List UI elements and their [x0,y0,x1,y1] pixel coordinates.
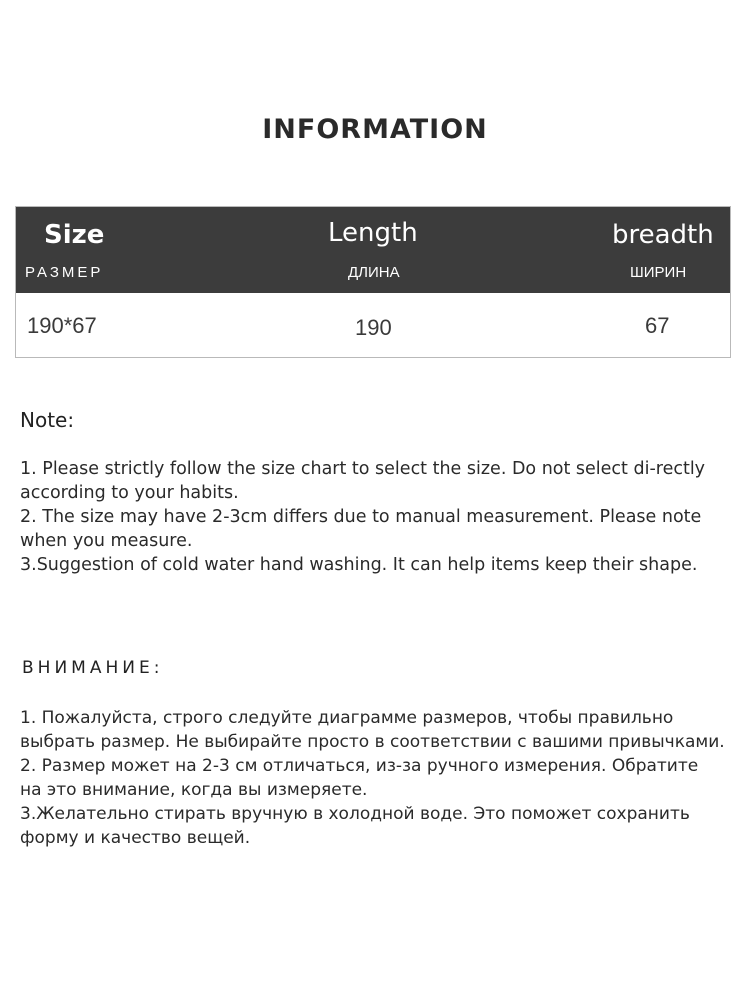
header-size-sublabel: РАЗМЕР [25,264,104,281]
russian-note-item: 3.Желательно стирать вручную в холодной воде. Это поможет сохранить форму и качество вещей. [20,804,690,848]
note-item: 1. Please strictly follow the size chart to select the size. Do not select di-rectly according to your habits. [20,459,706,503]
header-breadth-label: breadth [612,220,714,250]
cell-breadth: 67 [645,313,670,338]
note-item: 2. The size may have 2-3cm differs due to manual measurement. Please note when you measure. [20,507,702,551]
header-size-label: Size [44,220,105,250]
size-table [15,206,731,358]
cell-size: 190*67 [27,313,97,338]
russian-note-item: 1. Пожалуйста, строго следуйте диаграмме размеров, чтобы правильно выбрать размер. Не выбирайте просто в соответствии с вашими привычками. [20,708,725,752]
russian-note-list [20,706,725,850]
header-length-label: Length [328,218,418,248]
header-length-sublabel: ДЛИНА [348,264,400,281]
table-row [16,293,730,357]
header-breadth-sublabel: ШИРИН [630,264,687,281]
russian-note-heading: ВНИМАНИЕ: [22,658,164,678]
note-item: 3.Suggestion of cold water hand washing. It can help items keep their shape. [20,555,698,575]
note-list [20,457,720,577]
note-heading: Note: [20,408,75,432]
table-header [16,207,730,293]
russian-note-item: 2. Размер может на 2-3 см отличаться, из-за ручного измерения. Обратите на это внимание, когда вы измеряете. [20,756,699,800]
page-title: INFORMATION [262,114,488,145]
cell-length: 190 [355,315,392,340]
